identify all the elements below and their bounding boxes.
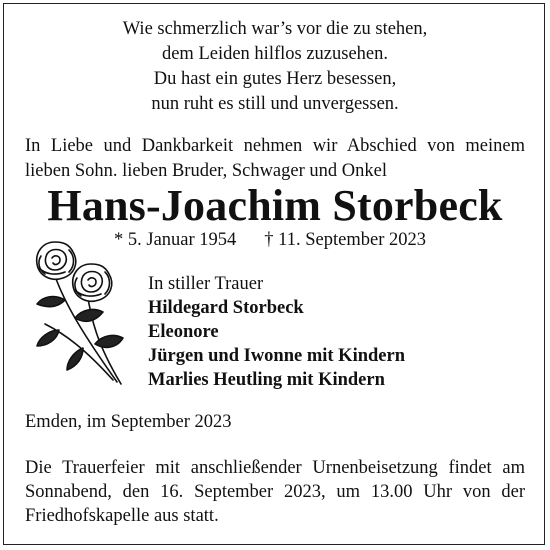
farewell-line: lieben Sohn. lieben Bruder, Schwager und Onkel bbox=[25, 161, 387, 181]
death-date: † 11. September 2023 bbox=[264, 230, 426, 250]
deceased-name: Hans-Joachim Storbeck bbox=[47, 181, 503, 230]
place-and-date: Emden, im September 2023 bbox=[25, 412, 232, 432]
poem bbox=[0, 17, 550, 117]
farewell-text bbox=[25, 134, 525, 184]
funeral-notice bbox=[25, 456, 525, 528]
notice-line: Sonnabend, den 16. September 2023, um 13.00 Uhr von der bbox=[25, 482, 525, 502]
mourner-name: Eleonore bbox=[148, 322, 219, 342]
mourning-intro: In stiller Trauer bbox=[148, 274, 264, 294]
life-dates bbox=[114, 228, 426, 252]
mourners-list bbox=[148, 272, 405, 392]
rose-icon bbox=[25, 234, 135, 388]
poem-line: nun ruht es still und unvergessen. bbox=[151, 94, 399, 114]
mourner-name: Jürgen und Iwonne mit Kindern bbox=[148, 346, 405, 366]
poem-line: Wie schmerzlich war’s vor die zu stehen, bbox=[122, 19, 428, 39]
notice-line: Die Trauerfeier mit anschließender Urnenbeisetzung findet am bbox=[25, 458, 525, 478]
poem-line: dem Leiden hilflos zuzusehen. bbox=[161, 44, 389, 64]
mourner-name: Marlies Heutling mit Kindern bbox=[148, 370, 385, 390]
birth-date: * 5. Januar 1954 bbox=[114, 230, 237, 250]
farewell-line: In Liebe und Dankbarkeit nehmen wir Abschied von meinem bbox=[25, 136, 525, 156]
poem-line: Du hast ein gutes Herz besessen, bbox=[153, 69, 397, 89]
notice-line: Friedhofskapelle aus statt. bbox=[25, 506, 219, 526]
mourner-name: Hildegard Storbeck bbox=[148, 298, 304, 318]
